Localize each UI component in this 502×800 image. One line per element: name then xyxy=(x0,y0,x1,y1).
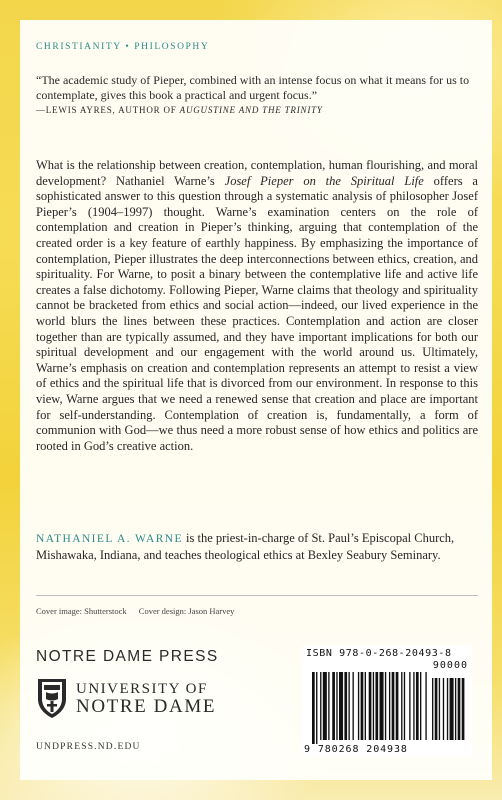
university-shield-icon xyxy=(36,677,68,719)
isbn-text: ISBN 978-0-268-20493-8 xyxy=(306,648,452,659)
divider xyxy=(36,595,478,596)
book-title: Josef Pieper on the Spiritual Life xyxy=(224,173,424,188)
author-bio: NATHANIEL A. WARNE is the priest-in-charge of St. Paul’s Episcopal Church, Mishawaka, Indiana, and teaches theological ethics at Bexley Seabury Seminary. xyxy=(36,531,455,562)
press-name: NOTRE DAME PRESS xyxy=(36,648,219,665)
author-name: NATHANIEL A. WARNE xyxy=(36,533,183,545)
press-website: UNDPRESS.ND.EDU xyxy=(36,742,141,752)
endorsement-quote: “The academic study of Pieper, combined with an intense focus on what it means for us to contemplate, gives this book a practical and urgent focus.” xyxy=(36,73,470,102)
endorsement-attribution: —LEWIS AYRES, AUTHOR OF AUGUSTINE AND THE TRINITY xyxy=(36,105,323,115)
cover-design-credit: Cover design: Jason Harvey xyxy=(138,606,235,616)
price-supplement: 90000 xyxy=(432,660,468,671)
endorsement-blurb xyxy=(36,73,478,118)
logo-line-1: UNIVERSITY OF xyxy=(76,681,208,697)
cover-image-credit: Cover image: Shutterstock xyxy=(36,606,127,616)
back-cover-panel xyxy=(20,20,492,780)
logo-line-2: NOTRE DAME xyxy=(76,696,217,717)
barcode-icon xyxy=(306,662,468,744)
category-label: CHRISTIANITY • PHILOSOPHY xyxy=(36,42,210,52)
cover-credits xyxy=(36,606,478,616)
barcode-box xyxy=(302,646,472,756)
book-description: What is the relationship between creation, contemplation, human flourishing, and moral development? Nathaniel Warne’s Josef Pieper on the Spiritual Life offers a sophisticated answer to this question through a systematic analysis of philosopher Josef Pieper’s (1904–1997) thought. Warne’s examination centers on the role of contemplation and creation in Pieper’s thinking, arguing that contemplation of the created order is a key feature of earthly happiness. By emphasizing the importance of contemplation, Pieper illustrates the deep interconnections between ethics, creation, and spirituality. For Warne, to posit a binary between the contemplative life and active life creates a false dichotomy. Following Pieper, Warne claims that theology and spirituality cannot be bracketed from ethics and social action—indeed, our lived experience in the world blurs the lines between these practices. Contemplation and action are closer together than are typically assumed, and they have important implications for both our spiritual development and our engagement with the world around us. Ultimately, Warne’s emphasis on creation and contemplation represents an attempt to resist a view of ethics and the spiritual life that is divorced from our environment. In response to this view, Warne argues that we need a renewed sense that creation and place are important for self-understanding. Contemplation of creation is, fundamentally, a form of communion with God—we thus need a more robust sense of how ethics and politics are rooted in God’s creative action. xyxy=(36,158,478,453)
university-logo xyxy=(36,677,256,727)
barcode-digits: 9 780268 204938 xyxy=(304,744,408,755)
